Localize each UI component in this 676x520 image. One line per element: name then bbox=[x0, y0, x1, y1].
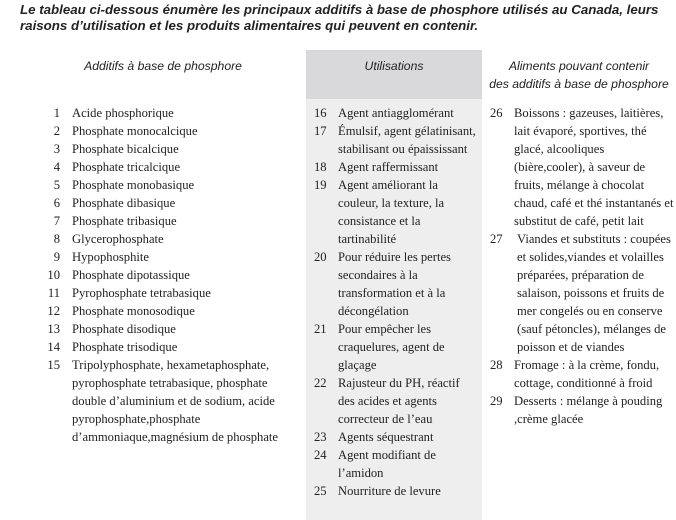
item-text: Agent modifiant de l’amidon bbox=[338, 448, 436, 480]
item-text: Agents séquestrant bbox=[338, 430, 434, 444]
item-number: 18 bbox=[314, 160, 327, 174]
item-text: Nourriture de levure bbox=[338, 484, 441, 498]
item-number: 4 bbox=[53, 160, 60, 174]
header-aliments bbox=[482, 50, 676, 97]
item-number: 9 bbox=[53, 250, 60, 264]
item-number: 1 bbox=[53, 106, 60, 120]
item-text: Phosphate trisodique bbox=[72, 340, 178, 354]
item-text: Phosphate monosodique bbox=[72, 304, 195, 318]
header-aliments-line1: Aliments pouvant contenir bbox=[508, 59, 650, 73]
item-text: Pour empêcher les craquelures, agent de glaçage bbox=[338, 322, 445, 372]
intro-text: Le tableau ci-dessous énumère les principaux additifs à base de phosphore utilisés au Canada, leurs raisons d’utilisation et les produits alimentaires qui peuvent en contenir. bbox=[20, 2, 659, 33]
list-item bbox=[490, 104, 676, 230]
item-text: Agent améliorant la couleur, la texture, la consistance et la tartinabilité bbox=[338, 178, 445, 246]
list-aliments bbox=[490, 104, 676, 428]
column-additifs bbox=[20, 50, 306, 520]
list-item bbox=[490, 356, 676, 392]
list-item bbox=[20, 212, 306, 230]
item-text: Phosphate monocalcique bbox=[72, 124, 198, 138]
item-text: Phosphate tricalcique bbox=[72, 160, 181, 174]
header-utilisations bbox=[306, 50, 482, 99]
item-text: Phosphate monobasique bbox=[72, 178, 195, 192]
item-text: Phosphate tribasique bbox=[72, 214, 177, 228]
column-utilisations bbox=[306, 50, 482, 520]
list-item bbox=[20, 230, 306, 248]
list-item bbox=[20, 122, 306, 140]
list-item bbox=[314, 104, 482, 122]
list-item bbox=[20, 158, 306, 176]
item-number: 13 bbox=[47, 322, 60, 336]
item-text: Acide phosphorique bbox=[72, 106, 174, 120]
list-item bbox=[314, 482, 482, 500]
header-utilisations-label: Utilisations bbox=[364, 59, 424, 73]
header-additifs bbox=[20, 50, 306, 97]
list-item bbox=[490, 392, 676, 428]
item-text: Pour réduire les pertes secondaires à la transformation et à la décongélation bbox=[338, 250, 451, 318]
item-text: Desserts : mélange à pouding ,crème glacée bbox=[514, 394, 663, 426]
item-text: Viandes et substituts : coupées et solides,viandes et volailles préparées, préparation de salaison, poissons et fruits de mer congelés ou en conserve (sauf pétoncles), mélanges de poisson et de viandes bbox=[517, 232, 671, 354]
list-item bbox=[20, 356, 306, 446]
item-text: Agent antiagglomérant bbox=[338, 106, 454, 120]
item-number: 23 bbox=[314, 430, 327, 444]
item-text: Agent raffermissant bbox=[338, 160, 439, 174]
list-item bbox=[314, 122, 482, 158]
item-text: Glycerophosphate bbox=[72, 232, 164, 246]
item-text: Rajusteur du PH, réactif des acides et agents correcteur de l’eau bbox=[338, 376, 460, 426]
item-text: Phosphate dipotassique bbox=[72, 268, 190, 282]
item-text: Phosphate disodique bbox=[72, 322, 176, 336]
list-item bbox=[490, 230, 676, 356]
list-item bbox=[20, 302, 306, 320]
list-item bbox=[20, 266, 306, 284]
list-item bbox=[20, 284, 306, 302]
item-number: 2 bbox=[53, 124, 60, 138]
item-number: 15 bbox=[47, 358, 60, 372]
item-number: 5 bbox=[53, 178, 60, 192]
list-item bbox=[314, 248, 482, 320]
item-number: 28 bbox=[490, 358, 503, 372]
list-item bbox=[314, 446, 482, 482]
list-item bbox=[20, 140, 306, 158]
list-item bbox=[20, 194, 306, 212]
item-number: 3 bbox=[53, 142, 60, 156]
item-number: 24 bbox=[314, 448, 327, 462]
item-number: 21 bbox=[314, 322, 327, 336]
item-number: 27 bbox=[490, 232, 503, 246]
item-number: 16 bbox=[314, 106, 327, 120]
item-number: 25 bbox=[314, 484, 327, 498]
item-number: 10 bbox=[47, 268, 60, 282]
item-number: 11 bbox=[47, 286, 60, 300]
item-text: Émulsif, agent gélatinisant, stabilisant ou épaississant bbox=[338, 124, 476, 156]
list-utilisations bbox=[314, 104, 482, 500]
column-aliments bbox=[482, 50, 676, 520]
list-item bbox=[314, 176, 482, 248]
list-item bbox=[20, 104, 306, 122]
item-number: 29 bbox=[490, 394, 503, 408]
item-text: Tripolyphosphate, hexametaphosphate, pyrophosphate tetrabasique, phosphate double d’aluminium et de sodium, acide pyrophosphate,phosphate d’ammoniaque,magnésium de phosphate bbox=[72, 358, 278, 444]
header-additifs-label: Additifs à base de phosphore bbox=[84, 59, 242, 73]
item-number: 22 bbox=[314, 376, 327, 390]
item-number: 7 bbox=[53, 214, 60, 228]
item-number: 17 bbox=[314, 124, 327, 138]
item-number: 8 bbox=[53, 232, 60, 246]
item-number: 19 bbox=[314, 178, 327, 192]
header-aliments-line2: des additifs à base de phosphore bbox=[489, 77, 669, 91]
item-text: Phosphate dibasique bbox=[72, 196, 176, 210]
item-number: 14 bbox=[47, 340, 60, 354]
item-number: 12 bbox=[47, 304, 60, 318]
list-additifs bbox=[20, 104, 306, 446]
item-number: 20 bbox=[314, 250, 327, 264]
item-number: 6 bbox=[53, 196, 60, 210]
item-text: Hypophosphite bbox=[72, 250, 149, 264]
list-item bbox=[314, 158, 482, 176]
list-item bbox=[20, 176, 306, 194]
item-text: Phosphate bicalcique bbox=[72, 142, 179, 156]
list-item bbox=[314, 428, 482, 446]
list-item bbox=[314, 320, 482, 374]
item-text: Fromage : à la crème, fondu, cottage, conditionné à froid bbox=[514, 358, 660, 390]
list-item bbox=[20, 248, 306, 266]
list-item bbox=[20, 338, 306, 356]
list-item bbox=[20, 320, 306, 338]
list-item bbox=[314, 374, 482, 428]
item-text: Boissons : gazeuses, laitières, lait évaporé, sportives, thé glacé, alcooliques (bière,cooler), à saveur de fruits, mélange à chocolat chaud, café et thé instantanés et substitut de café, petit lait bbox=[514, 106, 674, 228]
item-text: Pyrophosphate tetrabasique bbox=[72, 286, 211, 300]
item-number: 26 bbox=[490, 106, 503, 120]
